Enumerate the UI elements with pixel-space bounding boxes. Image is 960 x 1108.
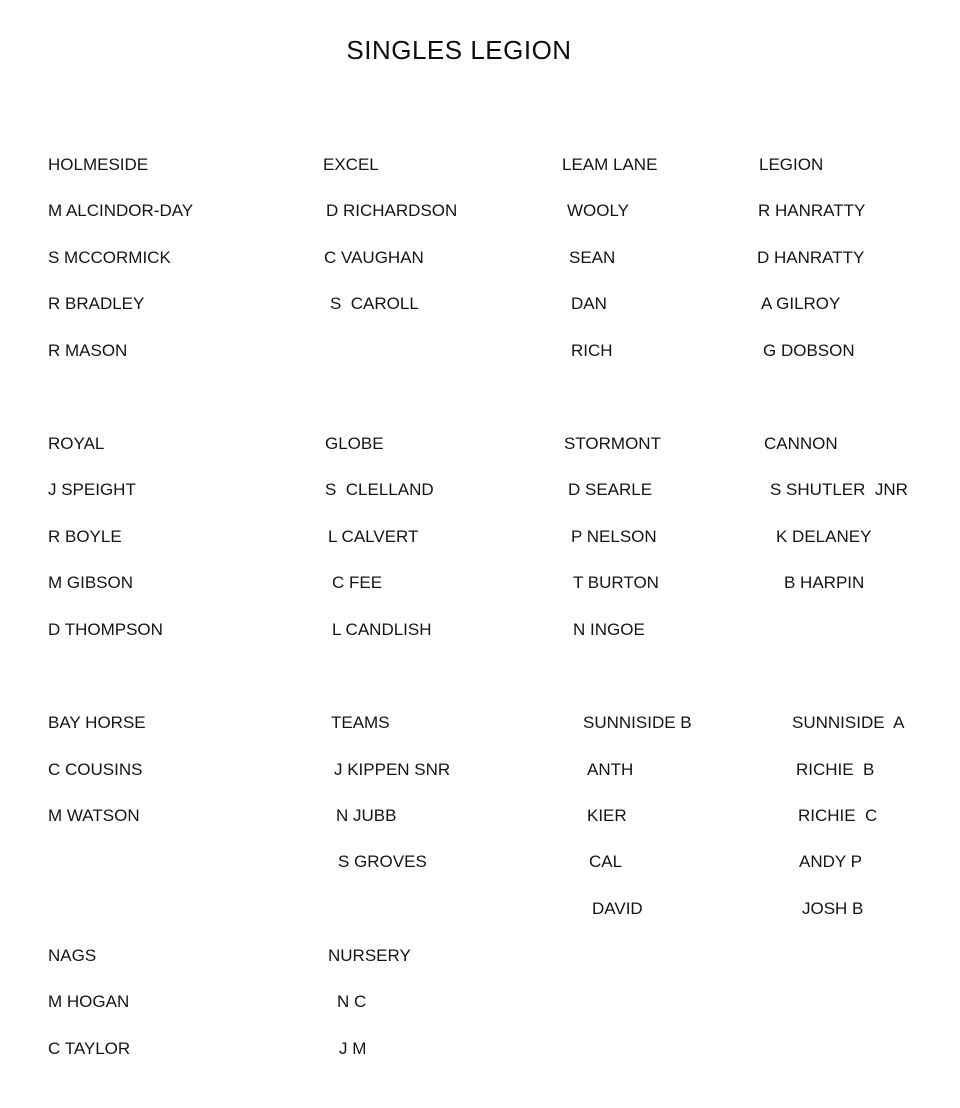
player-name: CAL: [589, 852, 623, 871]
player-name: C TAYLOR: [48, 1039, 131, 1058]
player-name: S SHUTLER JNR: [770, 480, 908, 499]
team-name-nags: NAGS: [48, 946, 97, 965]
player-name: SEAN: [569, 248, 616, 267]
player-name: N C: [337, 992, 367, 1011]
player-name: DAN: [571, 294, 607, 313]
player-name: D SEARLE: [568, 480, 653, 499]
player-name: D RICHARDSON: [326, 201, 458, 220]
player-name: N INGOE: [573, 620, 645, 639]
team-name-bay-horse: BAY HORSE: [48, 713, 146, 732]
player-name: S MCCORMICK: [48, 248, 171, 267]
player-name: C VAUGHAN: [324, 248, 424, 267]
player-name: R BOYLE: [48, 527, 122, 546]
player-name: S GROVES: [338, 852, 427, 871]
player-name: JOSH B: [802, 899, 864, 918]
player-name: G DOBSON: [763, 341, 855, 360]
player-name: DAVID: [592, 899, 643, 918]
player-name: A GILROY: [761, 294, 841, 313]
team-name-nursery: NURSERY: [328, 946, 411, 965]
player-name: C COUSINS: [48, 760, 143, 779]
player-name: D HANRATTY: [757, 248, 865, 267]
player-name: M ALCINDOR-DAY: [48, 201, 194, 220]
player-name: ANDY P: [799, 852, 862, 871]
team-name-cannon: CANNON: [764, 434, 838, 453]
player-name: K DELANEY: [776, 527, 872, 546]
player-name: L CALVERT: [328, 527, 419, 546]
player-name: J M: [339, 1039, 367, 1058]
player-name: T BURTON: [573, 573, 659, 592]
player-name: WOOLY: [567, 201, 630, 220]
player-name: J KIPPEN SNR: [334, 760, 451, 779]
player-name: D THOMPSON: [48, 620, 163, 639]
player-name: M WATSON: [48, 806, 140, 825]
player-name: R BRADLEY: [48, 294, 145, 313]
player-name: C FEE: [332, 573, 383, 592]
page-title: SINGLES LEGION: [346, 35, 572, 65]
team-name-excel: EXCEL: [323, 155, 379, 174]
team-name-globe: GLOBE: [325, 434, 384, 453]
player-name: M HOGAN: [48, 992, 130, 1011]
player-name: RICHIE B: [796, 760, 875, 779]
player-name: KIER: [587, 806, 627, 825]
team-name-royal: ROYAL: [48, 434, 105, 453]
team-name-sunniside-b: SUNNISIDE B: [583, 713, 692, 732]
team-name-leam-lane: LEAM LANE: [562, 155, 658, 174]
player-name: R HANRATTY: [758, 201, 866, 220]
player-name: J SPEIGHT: [48, 480, 136, 499]
player-name: P NELSON: [571, 527, 657, 546]
team-name-holmeside: HOLMESIDE: [48, 155, 149, 174]
player-name: R MASON: [48, 341, 128, 360]
player-name: S CAROLL: [330, 294, 419, 313]
player-name: S CLELLAND: [325, 480, 434, 499]
team-name-legion: LEGION: [759, 155, 824, 174]
player-name: M GIBSON: [48, 573, 134, 592]
player-name: L CANDLISH: [332, 620, 432, 639]
player-name: RICHIE C: [798, 806, 878, 825]
team-name-sunniside-a: SUNNISIDE A: [792, 713, 905, 732]
team-name-stormont: STORMONT: [564, 434, 661, 453]
player-name: ANTH: [587, 760, 634, 779]
player-name: N JUBB: [336, 806, 397, 825]
player-name: RICH: [571, 341, 613, 360]
team-name-teams: TEAMS: [331, 713, 390, 732]
player-name: B HARPIN: [784, 573, 865, 592]
